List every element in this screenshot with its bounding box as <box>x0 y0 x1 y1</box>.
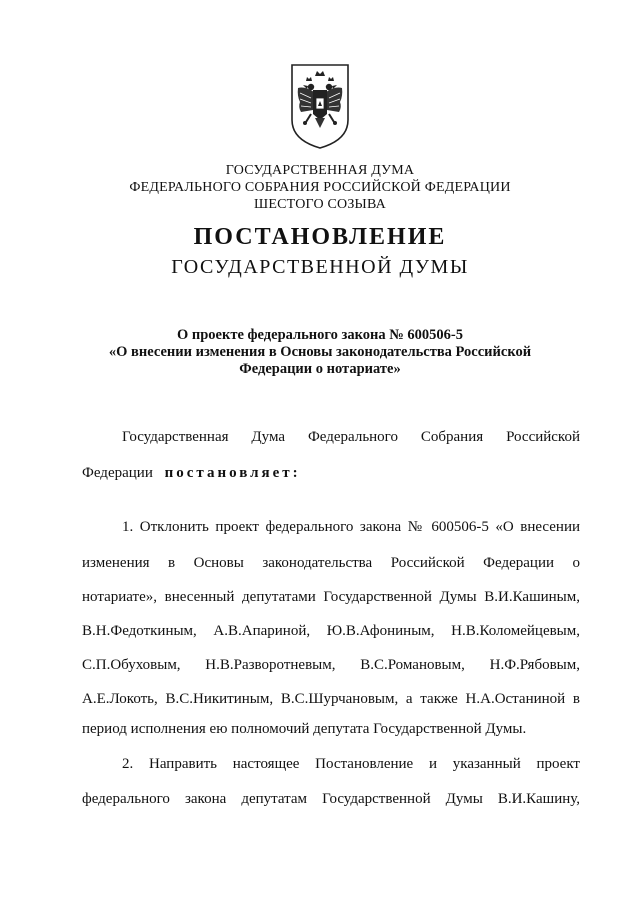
document-title: ПОСТАНОВЛЕНИЕ <box>193 224 447 250</box>
item1-line-7: период исполнения ею полномочий депутата Государственной Думы. <box>82 721 527 737</box>
subject-line-3: Федерации о нотариате» <box>239 361 401 377</box>
item1-line-5: С.П.Обуховым, Н.В.Разворотневым, В.С.Романовым, Н.Ф.Рябовым, <box>82 657 580 673</box>
header-line-duma: ГОСУДАРСТВЕННАЯ ДУМА <box>225 163 415 178</box>
header-line-convocation: ШЕСТОГО СОЗЫВА <box>254 197 386 212</box>
resolves-word: постановляет: <box>164 465 301 481</box>
item1-line-3: нотариате», внесенный депутатами Государственной Думы В.И.Кашиным, <box>82 589 580 605</box>
item2-line-2: федерального закона депутатам Государственной Думы В.И.Кашину, <box>82 791 580 807</box>
subject-line-1: О проекте федерального закона № 600506-5 <box>176 327 464 343</box>
item1-line-4: В.Н.Федоткиным, А.В.Апариной, Ю.В.Афониным, Н.В.Коломейцевым, <box>82 623 580 639</box>
coat-of-arms-icon <box>289 62 351 150</box>
item1-line-1: 1. Отклонить проект федерального закона № 600506-5 «О внесении <box>122 519 580 535</box>
item1-line-6: А.Е.Локоть, В.С.Никитиным, В.С.Шурчановым, а также Н.А.Останиной в <box>82 691 580 707</box>
subject-line-2: «О внесении изменения в Основы законодательства Российской <box>108 344 532 360</box>
header-line-federal-assembly: ФЕДЕРАЛЬНОГО СОБРАНИЯ РОССИЙСКОЙ ФЕДЕРАЦИИ <box>129 180 511 195</box>
document-subtitle: ГОСУДАРСТВЕННОЙ ДУМЫ <box>171 256 469 278</box>
preamble-line-1: Государственная Дума Федерального Собрания Российской <box>122 429 580 445</box>
preamble-line-2 <box>82 464 580 482</box>
item2-line-1: 2. Направить настоящее Постановление и указанный проект <box>122 756 580 772</box>
preamble-federation-word: Федерации <box>82 465 153 481</box>
item1-line-2: изменения в Основы законодательства Российской Федерации о <box>82 555 580 571</box>
